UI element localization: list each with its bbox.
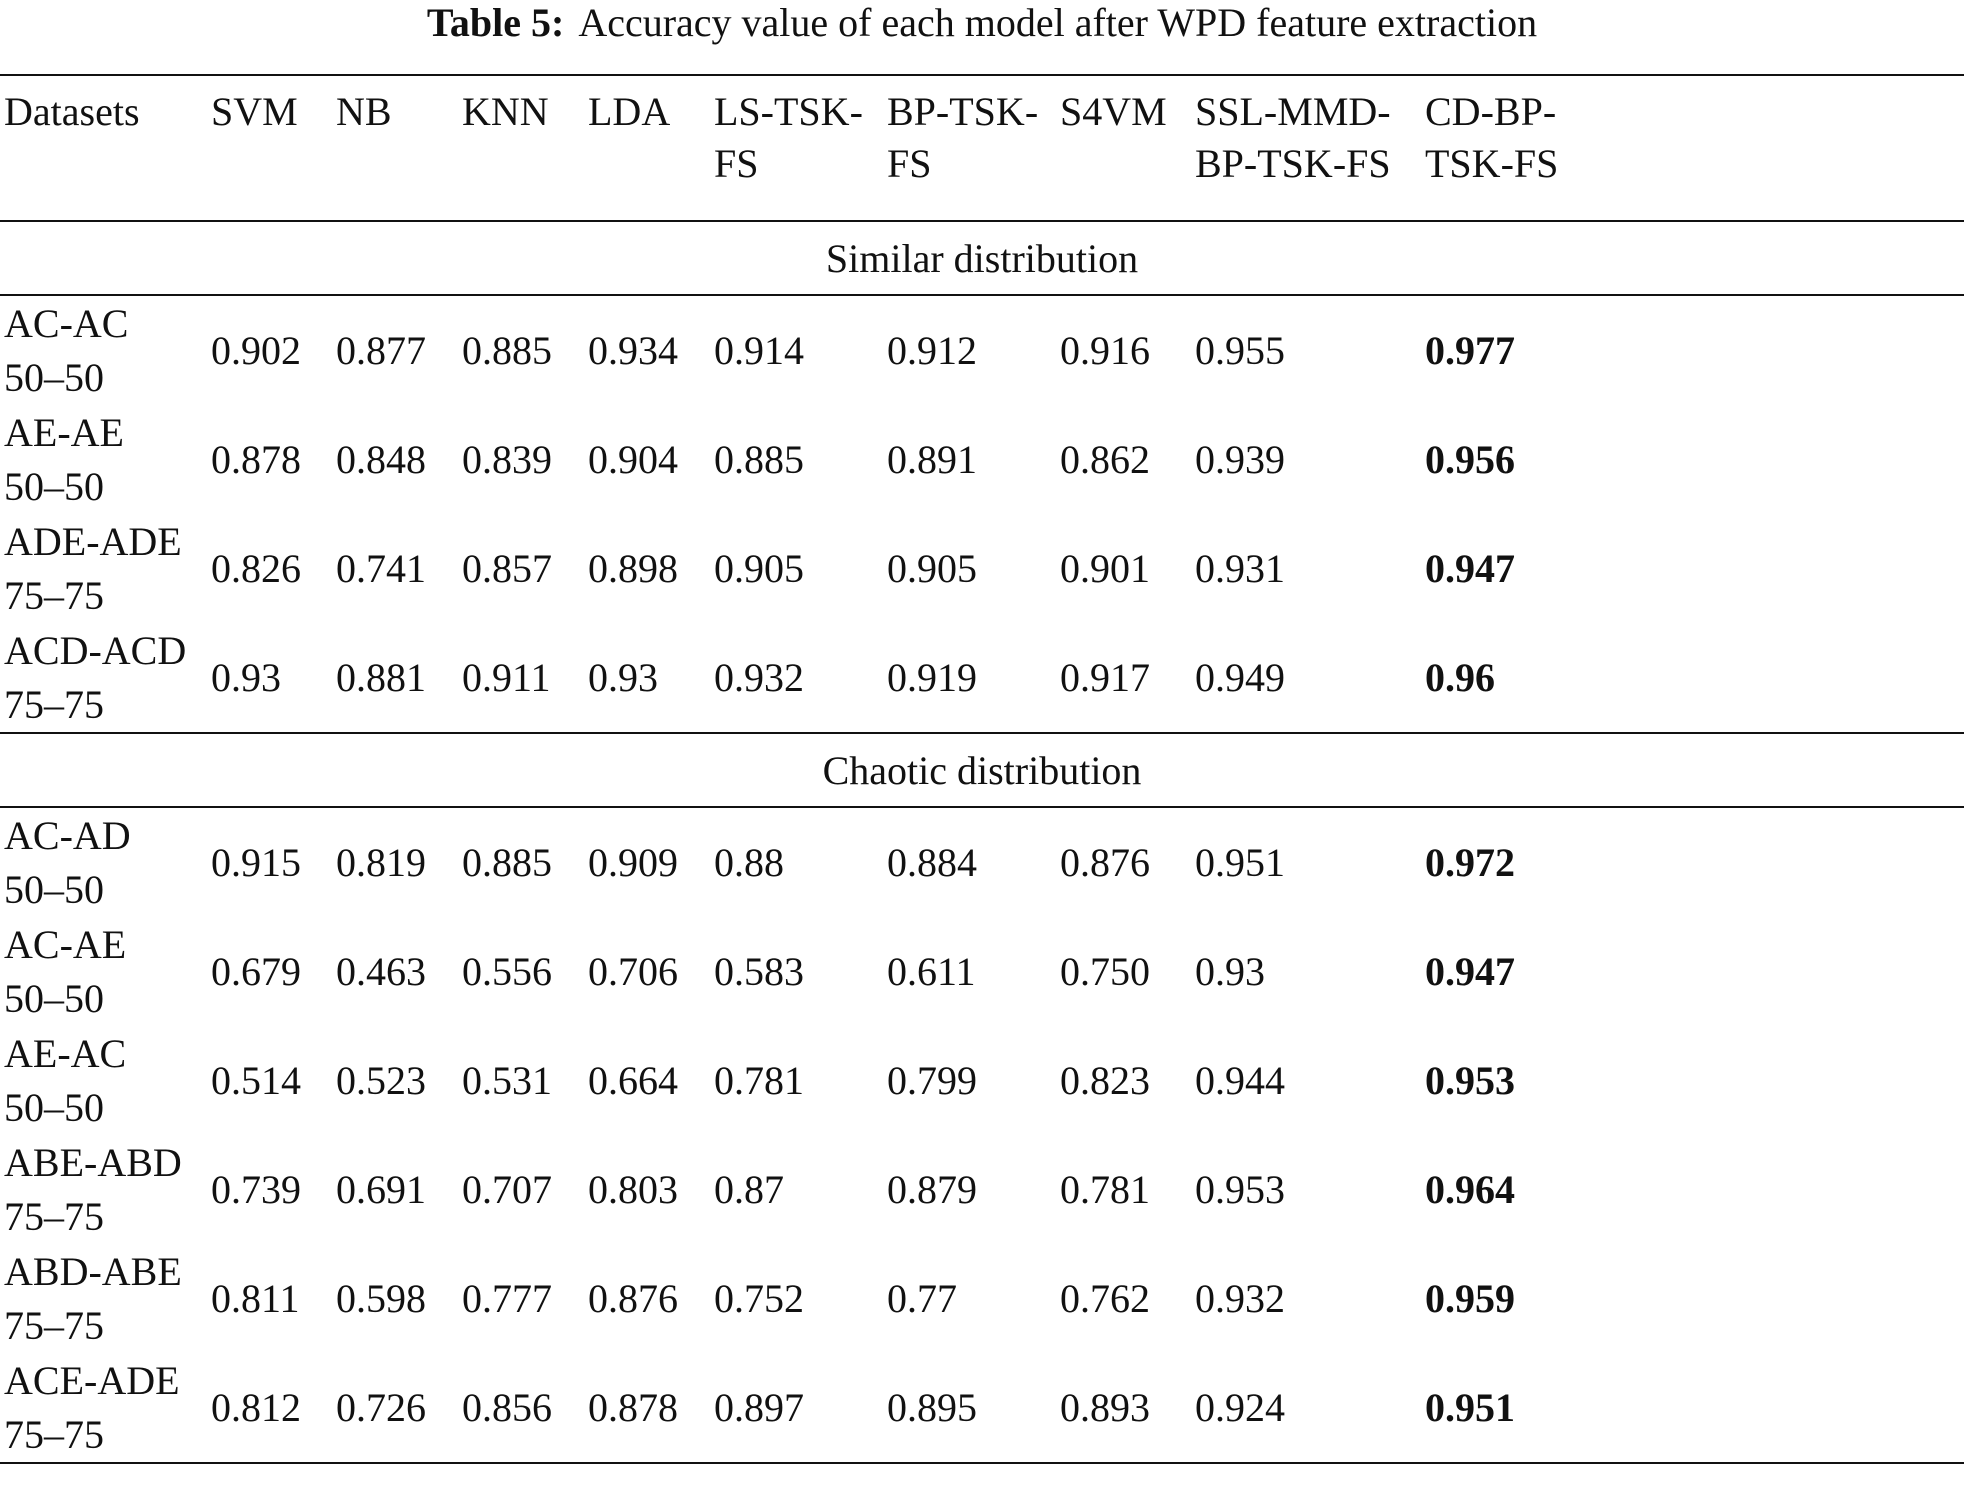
column-header — [1056, 75, 1191, 221]
value-cell: 0.803 — [588, 1166, 678, 1212]
value-cell: 0.876 — [1060, 839, 1150, 885]
table-row — [0, 917, 1964, 1026]
value-cell: 0.88 — [714, 839, 784, 885]
dataset-line: 50–50 — [4, 463, 104, 509]
value-cell: 0.915 — [211, 839, 301, 885]
column-header-line: FS — [714, 141, 759, 186]
best-value-cell: 0.947 — [1425, 545, 1515, 591]
dataset-line: AE-AC — [4, 1030, 127, 1076]
value-cell: 0.876 — [588, 1275, 678, 1321]
value-cell: 0.823 — [1060, 1057, 1150, 1103]
value-cell: 0.901 — [1060, 545, 1150, 591]
dataset-cell — [0, 405, 207, 514]
section-title: Similar distribution — [0, 221, 1964, 295]
value-cell: 0.881 — [332, 623, 458, 733]
value-cell: 0.955 — [1195, 327, 1285, 373]
dataset-line: 75–75 — [4, 1411, 104, 1457]
value-cell: 0.811 — [211, 1275, 300, 1321]
value-cell: 0.916 — [1060, 327, 1150, 373]
best-value-cell: 0.96 — [1421, 623, 1964, 733]
section-row — [0, 221, 1964, 295]
value-cell: 0.812 — [207, 1353, 332, 1463]
best-value-cell: 0.951 — [1421, 1353, 1964, 1463]
value-cell: 0.752 — [714, 1275, 804, 1321]
value-cell: 0.902 — [211, 327, 301, 373]
dataset-line: 50–50 — [4, 975, 104, 1021]
value-cell: 0.819 — [336, 839, 426, 885]
value-cell: 0.951 — [1195, 839, 1285, 885]
value-cell: 0.924 — [1191, 1353, 1421, 1463]
value-cell: 0.463 — [336, 948, 426, 994]
value-cell: 0.826 — [211, 545, 301, 591]
table-body — [0, 221, 1964, 1463]
column-header-line: SSL-MMD- — [1195, 89, 1391, 134]
table-caption-text: Accuracy value of each model after WPD feature extraction — [578, 0, 1538, 45]
value-cell: 0.885 — [462, 327, 552, 373]
column-header — [0, 75, 207, 221]
value-cell: 0.679 — [211, 948, 301, 994]
value-cell: 0.739 — [211, 1166, 301, 1212]
best-value-cell: 0.947 — [1425, 948, 1515, 994]
value-cell: 0.932 — [710, 623, 883, 733]
value-cell: 0.781 — [1060, 1166, 1150, 1212]
value-cell: 0.953 — [1195, 1166, 1285, 1212]
value-cell: 0.750 — [1060, 948, 1150, 994]
value-cell: 0.879 — [887, 1166, 977, 1212]
dataset-line: 50–50 — [4, 866, 104, 912]
header-row — [0, 75, 1964, 221]
value-cell: 0.77 — [887, 1275, 957, 1321]
value-cell: 0.919 — [883, 623, 1056, 733]
value-cell: 0.905 — [887, 545, 977, 591]
column-header-line: Datasets — [4, 89, 140, 134]
column-header — [1421, 75, 1964, 221]
value-cell: 0.914 — [714, 327, 804, 373]
dataset-line: ADE-ADE — [4, 518, 182, 564]
column-header — [584, 75, 710, 221]
value-cell: 0.726 — [332, 1353, 458, 1463]
column-header — [458, 75, 584, 221]
value-cell: 0.898 — [588, 545, 678, 591]
value-cell: 0.917 — [1056, 623, 1191, 733]
dataset-line: AC-AC — [4, 300, 129, 346]
value-cell: 0.523 — [336, 1057, 426, 1103]
column-header-line: TSK-FS — [1425, 141, 1559, 186]
value-cell: 0.598 — [336, 1275, 426, 1321]
dataset-cell — [0, 295, 207, 405]
column-header-line: BP-TSK- — [887, 89, 1039, 134]
value-cell: 0.949 — [1191, 623, 1421, 733]
dataset-line: AC-AD — [4, 812, 131, 858]
value-cell: 0.932 — [1195, 1275, 1285, 1321]
value-cell: 0.939 — [1195, 436, 1285, 482]
value-cell: 0.781 — [714, 1057, 804, 1103]
best-value-cell: 0.964 — [1425, 1166, 1515, 1212]
best-value-cell: 0.977 — [1425, 327, 1515, 373]
table-row — [0, 1026, 1964, 1135]
section-row — [0, 733, 1964, 807]
best-value-cell: 0.959 — [1425, 1275, 1515, 1321]
dataset-line: 75–75 — [4, 572, 104, 618]
value-cell: 0.583 — [714, 948, 804, 994]
table-row — [0, 1353, 1964, 1463]
value-cell: 0.878 — [584, 1353, 710, 1463]
value-cell: 0.878 — [211, 436, 301, 482]
best-value-cell: 0.953 — [1425, 1057, 1515, 1103]
column-header-line: BP-TSK-FS — [1195, 141, 1391, 186]
value-cell: 0.911 — [458, 623, 584, 733]
table-caption-label: Table 5: — [426, 0, 565, 45]
value-cell: 0.514 — [211, 1057, 301, 1103]
table-row — [0, 1244, 1964, 1353]
table-row — [0, 1135, 1964, 1244]
best-value-cell: 0.972 — [1425, 839, 1515, 885]
value-cell: 0.905 — [714, 545, 804, 591]
value-cell: 0.891 — [887, 436, 977, 482]
value-cell: 0.934 — [588, 327, 678, 373]
value-cell: 0.877 — [336, 327, 426, 373]
dataset-cell — [0, 1026, 207, 1135]
dataset-cell — [0, 917, 207, 1026]
value-cell: 0.664 — [588, 1057, 678, 1103]
dataset-cell — [0, 623, 207, 733]
best-value-cell: 0.956 — [1425, 436, 1515, 482]
dataset-line: 50–50 — [4, 1084, 104, 1130]
dataset-line: ABE-ABD — [4, 1139, 182, 1185]
value-cell: 0.762 — [1060, 1275, 1150, 1321]
value-cell: 0.93 — [207, 623, 332, 733]
value-cell: 0.862 — [1060, 436, 1150, 482]
column-header-line: FS — [887, 141, 932, 186]
dataset-line: 75–75 — [4, 1302, 104, 1348]
value-cell: 0.931 — [1195, 545, 1285, 591]
column-header-line: NB — [336, 89, 392, 134]
dataset-cell — [0, 1244, 207, 1353]
value-cell: 0.741 — [336, 545, 426, 591]
value-cell: 0.909 — [588, 839, 678, 885]
dataset-line: ABD-ABE — [4, 1248, 182, 1294]
table-row — [0, 295, 1964, 405]
value-cell: 0.706 — [588, 948, 678, 994]
value-cell: 0.799 — [887, 1057, 977, 1103]
dataset-cell — [0, 1353, 207, 1463]
value-cell: 0.611 — [887, 948, 976, 994]
column-header — [1191, 75, 1421, 221]
value-cell: 0.93 — [1195, 948, 1265, 994]
value-cell: 0.897 — [710, 1353, 883, 1463]
value-cell: 0.884 — [887, 839, 977, 885]
column-header — [332, 75, 458, 221]
section-title: Chaotic distribution — [0, 733, 1964, 807]
value-cell: 0.944 — [1195, 1057, 1285, 1103]
value-cell: 0.895 — [883, 1353, 1056, 1463]
value-cell: 0.848 — [336, 436, 426, 482]
column-header — [207, 75, 332, 221]
value-cell: 0.885 — [714, 436, 804, 482]
value-cell: 0.857 — [462, 545, 552, 591]
dataset-line: AE-AE — [4, 409, 124, 455]
column-header — [710, 75, 883, 221]
value-cell: 0.856 — [458, 1353, 584, 1463]
column-header-line: S4VM — [1060, 89, 1167, 134]
value-cell: 0.912 — [887, 327, 977, 373]
accuracy-table — [0, 74, 1964, 1464]
value-cell: 0.893 — [1056, 1353, 1191, 1463]
dataset-cell — [0, 1135, 207, 1244]
value-cell: 0.556 — [462, 948, 552, 994]
dataset-line: ACD-ACD — [4, 627, 187, 673]
value-cell: 0.839 — [462, 436, 552, 482]
table-row — [0, 807, 1964, 917]
value-cell: 0.93 — [584, 623, 710, 733]
column-header-line: SVM — [211, 89, 298, 134]
table-caption — [0, 0, 1964, 46]
dataset-line: ACE-ADE — [4, 1357, 180, 1403]
dataset-cell — [0, 514, 207, 623]
column-header-line: LS-TSK- — [714, 89, 863, 134]
value-cell: 0.885 — [462, 839, 552, 885]
dataset-line: AC-AE — [4, 921, 127, 967]
column-header-line: LDA — [588, 89, 671, 134]
value-cell: 0.777 — [462, 1275, 552, 1321]
dataset-line: 75–75 — [4, 1193, 104, 1239]
dataset-cell — [0, 807, 207, 917]
column-header-line: CD-BP- — [1425, 89, 1557, 134]
column-header-line: KNN — [462, 89, 549, 134]
value-cell: 0.707 — [462, 1166, 552, 1212]
table-row — [0, 514, 1964, 623]
dataset-line: 50–50 — [4, 354, 104, 400]
table-row — [0, 623, 1964, 733]
table-row — [0, 405, 1964, 514]
column-header — [883, 75, 1056, 221]
value-cell: 0.904 — [588, 436, 678, 482]
value-cell: 0.691 — [336, 1166, 426, 1212]
value-cell: 0.87 — [714, 1166, 784, 1212]
dataset-line: 75–75 — [4, 681, 104, 727]
value-cell: 0.531 — [462, 1057, 552, 1103]
